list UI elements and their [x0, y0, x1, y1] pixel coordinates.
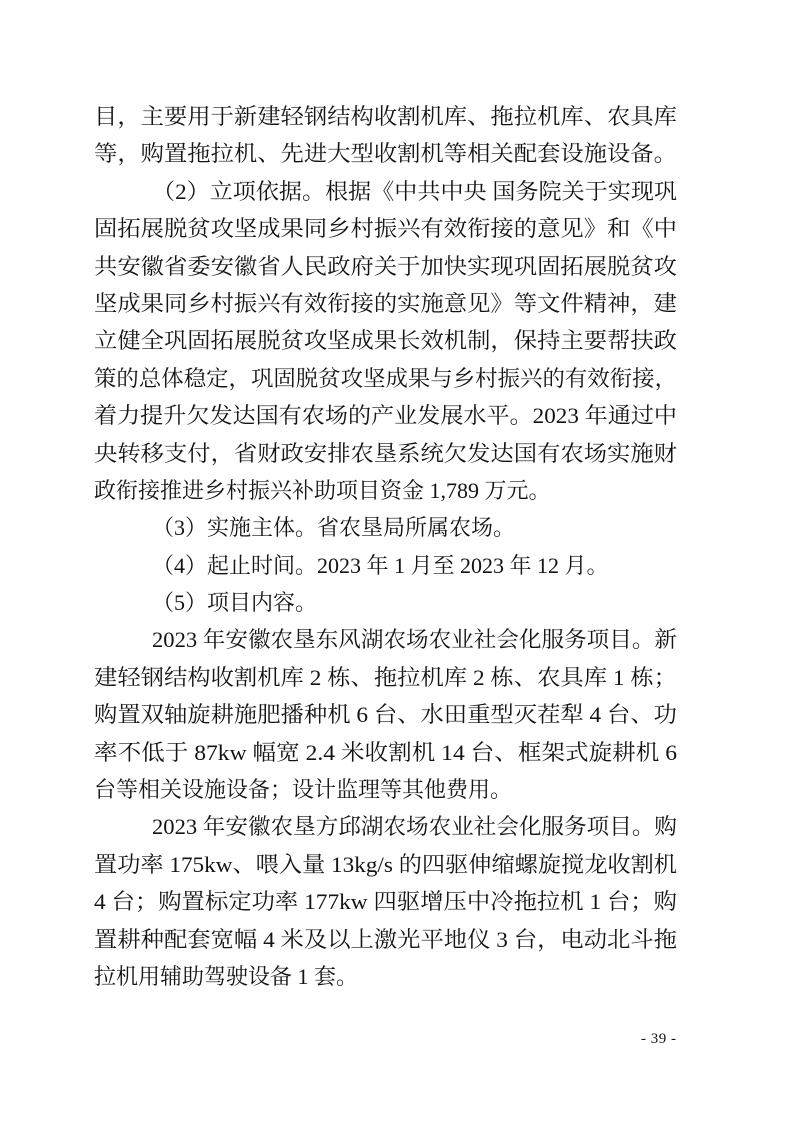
text-line: 坚成果同乡村振兴有效衔接的实施意见》等文件精神，建 [94, 290, 677, 316]
text-line: 目，主要用于新建轻钢结构收割机库、拖拉机库、农具库 [94, 104, 677, 129]
page-footer [0, 1028, 794, 1058]
text-line: 着力提升欠发达国有农场的产业发展水平。2023 年通过中 [94, 403, 677, 429]
text-line: 2023 年安徽农垦东风湖农场农业社会化服务项目。新 [152, 627, 677, 653]
text-line: 购置双轴旋耕施肥播种机 6 台、水田重型灭茬犁 4 台、功 [94, 702, 677, 728]
text-line: 置功率 175kw、喂入量 13kg/s 的四驱伸缩螺旋搅龙收割机 [94, 851, 677, 877]
document-body [94, 98, 677, 995]
text-line: 率不低于 87kw 幅宽 2.4 米收割机 14 台、框架式旋耕机 6 [94, 739, 677, 765]
text-line: 固拓展脱贫攻坚成果同乡村振兴有效衔接的意见》和《中 [94, 216, 677, 242]
paragraph [94, 173, 677, 510]
text-line: 立健全巩固拓展脱贫攻坚成果长效机制，保持主要帮扶政 [94, 328, 677, 354]
text-line: 建轻钢结构收割机库 2 栋、拖拉机库 2 栋、农具库 1 栋； [94, 664, 677, 690]
paragraph [94, 621, 677, 808]
page-number: - 39 - [641, 1031, 677, 1047]
paragraph [94, 547, 677, 584]
text-line: 等，购置拖拉机、先进大型收割机等相关配套设施设备。 [94, 141, 677, 167]
text-line: 策的总体稳定，巩固脱贫攻坚成果与乡村振兴的有效衔接， [94, 365, 677, 391]
text-line: 台等相关设施设备；设计监理等其他费用。 [94, 777, 513, 803]
text-line: 4 台；购置标定功率 177kw 四驱增压中冷拖拉机 1 台；购 [94, 889, 677, 915]
paragraph [94, 509, 677, 546]
text-line: 央转移支付，省财政安排农垦系统欠发达国有农场实施财 [94, 440, 677, 466]
text-line: 政衔接推进乡村振兴补助项目资金 1,789 万元。 [94, 477, 551, 503]
text-line: （3）实施主体。省农垦局所属农场。 [152, 515, 516, 541]
text-line: （5）项目内容。 [152, 590, 318, 616]
text-line: （4）起止时间。2023 年 1 月至 2023 年 12 月。 [152, 552, 609, 578]
text-line: 拉机用辅助驾驶设备 1 套。 [94, 963, 359, 989]
text-line: 共安徽省委安徽省人民政府关于加快实现巩固拓展脱贫攻 [94, 253, 677, 279]
paragraph [94, 98, 677, 173]
text-line: （2）立项依据。根据《中共中央 国务院关于实现巩 [152, 178, 677, 204]
text-line: 置耕种配套宽幅 4 米及以上激光平地仪 3 台，电动北斗拖 [94, 926, 677, 952]
paragraph [94, 584, 677, 621]
text-line: 2023 年安徽农垦方邱湖农场农业社会化服务项目。购 [152, 814, 677, 840]
paragraph [94, 808, 677, 995]
